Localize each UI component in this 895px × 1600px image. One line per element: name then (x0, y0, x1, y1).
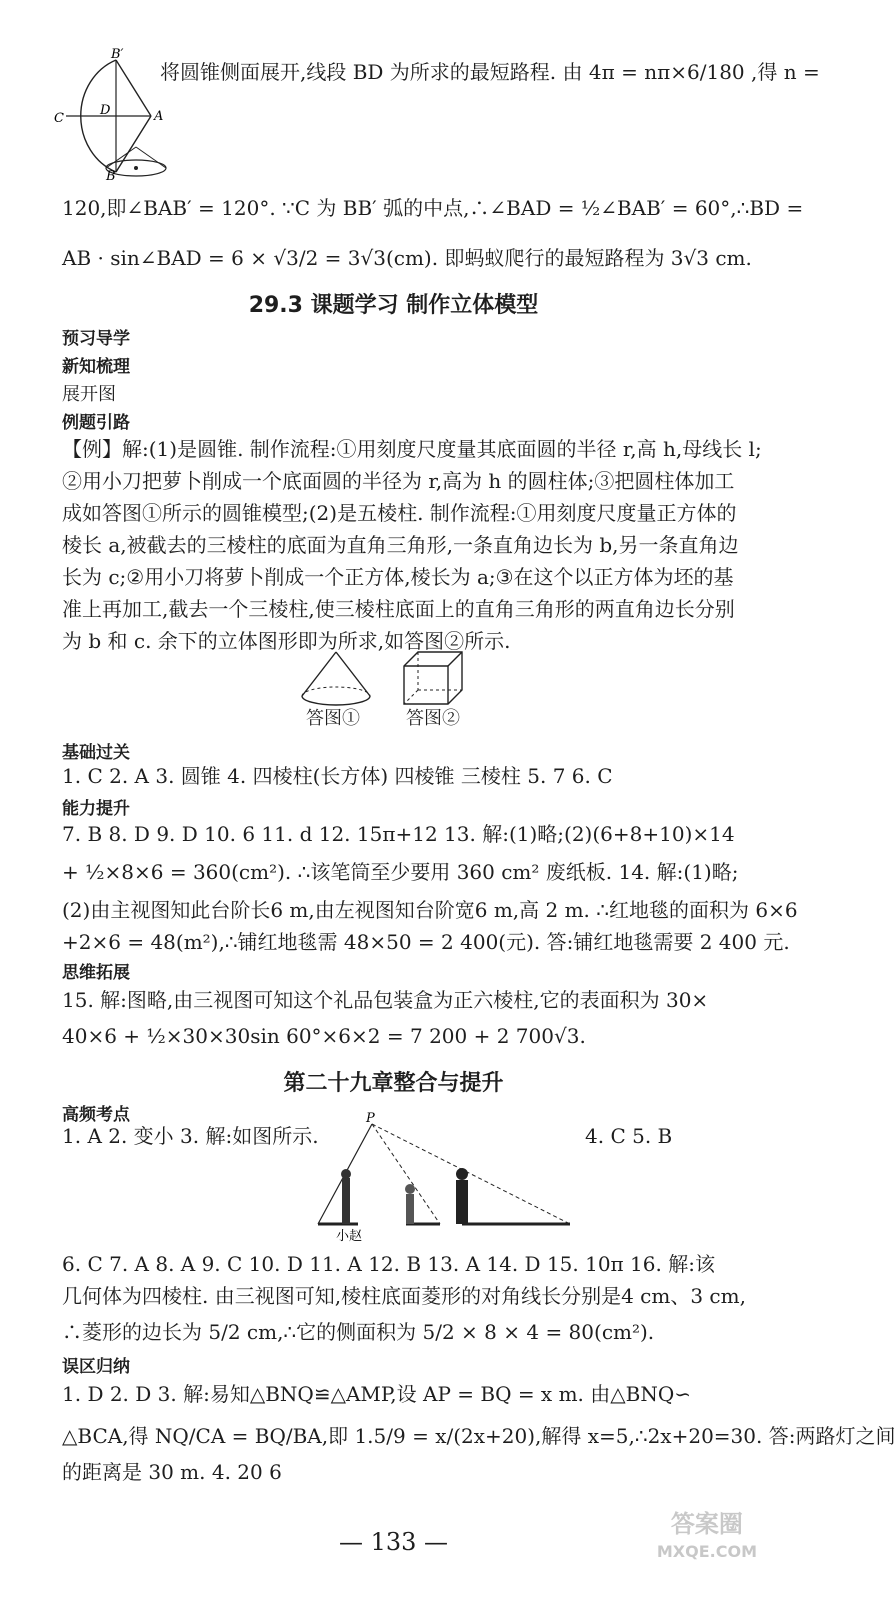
thinking-line: 40×6 + ½×30×30sin 60°×6×2 = 7 200 + 2 700√3. (62, 1024, 586, 1048)
solution-line-1: 将圆锥侧面展开,线段 BD 为所求的最短路程. 由 4π = nπ×6/180 ,得 n = (160, 60, 820, 84)
watermark-line-1: 答案圈 (670, 1510, 743, 1538)
example-line: 准上再加工,截去一个三棱柱,使三棱柱底面上的直角三角形的两直角边长分别 (62, 597, 735, 621)
example-line: 为 b 和 c. 余下的立体图形即为所求,如答图②所示. (62, 629, 511, 653)
example-heading: 例题引路 (62, 413, 130, 433)
figure-person-label: 小赵 (336, 1229, 363, 1244)
label-c: C (54, 111, 64, 126)
label-b-prime: B′ (111, 47, 124, 62)
cone-figure (296, 650, 376, 710)
preview-heading: 预习导学 (62, 329, 130, 349)
mistake-line: △BCA,得 NQ/CA = BQ/BA,即 1.5/9 = x/(2x+20),解得 x=5,∴2x+20=30. 答:两路灯之间 (62, 1424, 895, 1448)
mistake-line: 的距离是 30 m. 4. 20 6 (62, 1460, 282, 1484)
ability-line: (2)由主视图知此台阶长6 m,由左视图知台阶宽6 m,高 2 m. ∴红地毯的面积为 6×6 (62, 898, 798, 922)
frequent-line: 6. C 7. A 8. A 9. C 10. D 11. A 12. B 13. A 14. D 15. 10π 16. 解:该 (62, 1252, 715, 1276)
frequent-line: 1. A 2. 变小 3. 解:如图所示. (62, 1124, 319, 1148)
unfold-answer: 展开图 (62, 384, 116, 405)
watermark-line-2: MXQE.COM (656, 1542, 757, 1561)
figure-p-label: P (366, 1111, 375, 1126)
label-d: D (100, 103, 111, 118)
watermark (657, 1510, 757, 1566)
frequent-heading: 高频考点 (62, 1105, 130, 1125)
ability-line: +2×6 = 48(m²),∴铺红地毯需 48×50 = 2 400(元). 答:铺红地毯需要 2 400 元. (62, 930, 790, 954)
page-number: — 133 — (338, 1528, 449, 1556)
thinking-heading: 思维拓展 (62, 963, 130, 983)
example-line: 长为 c;②用小刀将萝卜削成一个正方体,棱长为 a;③在这个以正方体为坯的基 (62, 565, 734, 589)
ability-line: 7. B 8. D 9. D 10. 6 11. d 12. 15π+12 13. 解:(1)略;(2)(6+8+10)×14 (62, 822, 735, 846)
solution-line-2: 120,即∠BAB′ = 120°. ∵C 为 BB′ 弧的中点,∴∠BAD = ½∠BAB′ = 60°,∴BD = (62, 196, 804, 220)
shadow-figure (310, 1111, 580, 1246)
thinking-line: 15. 解:图略,由三视图可知这个礼品包装盒为正六棱柱,它的表面积为 30× (62, 988, 709, 1012)
example-line: 棱长 a,被截去的三棱柱的底面为直角三角形,一条直角边长为 b,另一条直角边 (62, 533, 739, 557)
cone-unfold-figure (54, 47, 176, 184)
chapter-title: 第二十九章整合与提升 (283, 1071, 504, 1096)
figure-2-caption: 答图② (406, 708, 460, 729)
mistake-line: 1. D 2. D 3. 解:易知△BNQ≌△AMP,设 AP = BQ = x m. 由△BNQ∽ (62, 1382, 691, 1406)
frequent-line: 几何体为四棱柱. 由三视图可知,棱柱底面菱形的对角线长分别是4 cm、3 cm, (62, 1284, 746, 1308)
example-line: 成如答图①所示的圆锥模型;(2)是五棱柱. 制作流程:①用刻度尺度量正方体的 (62, 501, 737, 525)
example-line: 【例】解:(1)是圆锥. 制作流程:①用刻度尺度量其底面圆的半径 r,高 h,母线长 l; (62, 437, 762, 461)
label-a: A (154, 109, 164, 124)
mistakes-heading: 误区归纳 (62, 1357, 130, 1377)
figure-1-caption: 答图① (306, 708, 360, 729)
ability-heading: 能力提升 (62, 799, 130, 819)
label-b: B (106, 169, 116, 184)
section-title: 29.3 课题学习 制作立体模型 (248, 293, 539, 318)
frequent-line: ∴菱形的边长为 5/2 cm,∴它的侧面积为 5/2 × 8 × 4 = 80(cm²). (62, 1320, 655, 1344)
basic-heading: 基础过关 (62, 743, 130, 763)
frequent-line-right: 4. C 5. B (585, 1124, 673, 1148)
ability-line: + ½×8×6 = 360(cm²). ∴该笔筒至少要用 360 cm² 废纸板. 14. 解:(1)略; (62, 860, 739, 884)
new-knowledge-heading: 新知梳理 (62, 357, 130, 377)
prism-figure (400, 648, 470, 708)
basic-answers: 1. C 2. A 3. 圆锥 4. 四棱柱(长方体) 四棱锥 三棱柱 5. 7 6. C (62, 764, 613, 788)
solution-line-3: AB · sin∠BAD = 6 × √3/2 = 3√3(cm). 即蚂蚁爬行的最短路程为 3√3 cm. (62, 246, 752, 270)
example-line: ②用小刀把萝卜削成一个底面圆的半径为 r,高为 h 的圆柱体;③把圆柱体加工 (62, 469, 735, 493)
